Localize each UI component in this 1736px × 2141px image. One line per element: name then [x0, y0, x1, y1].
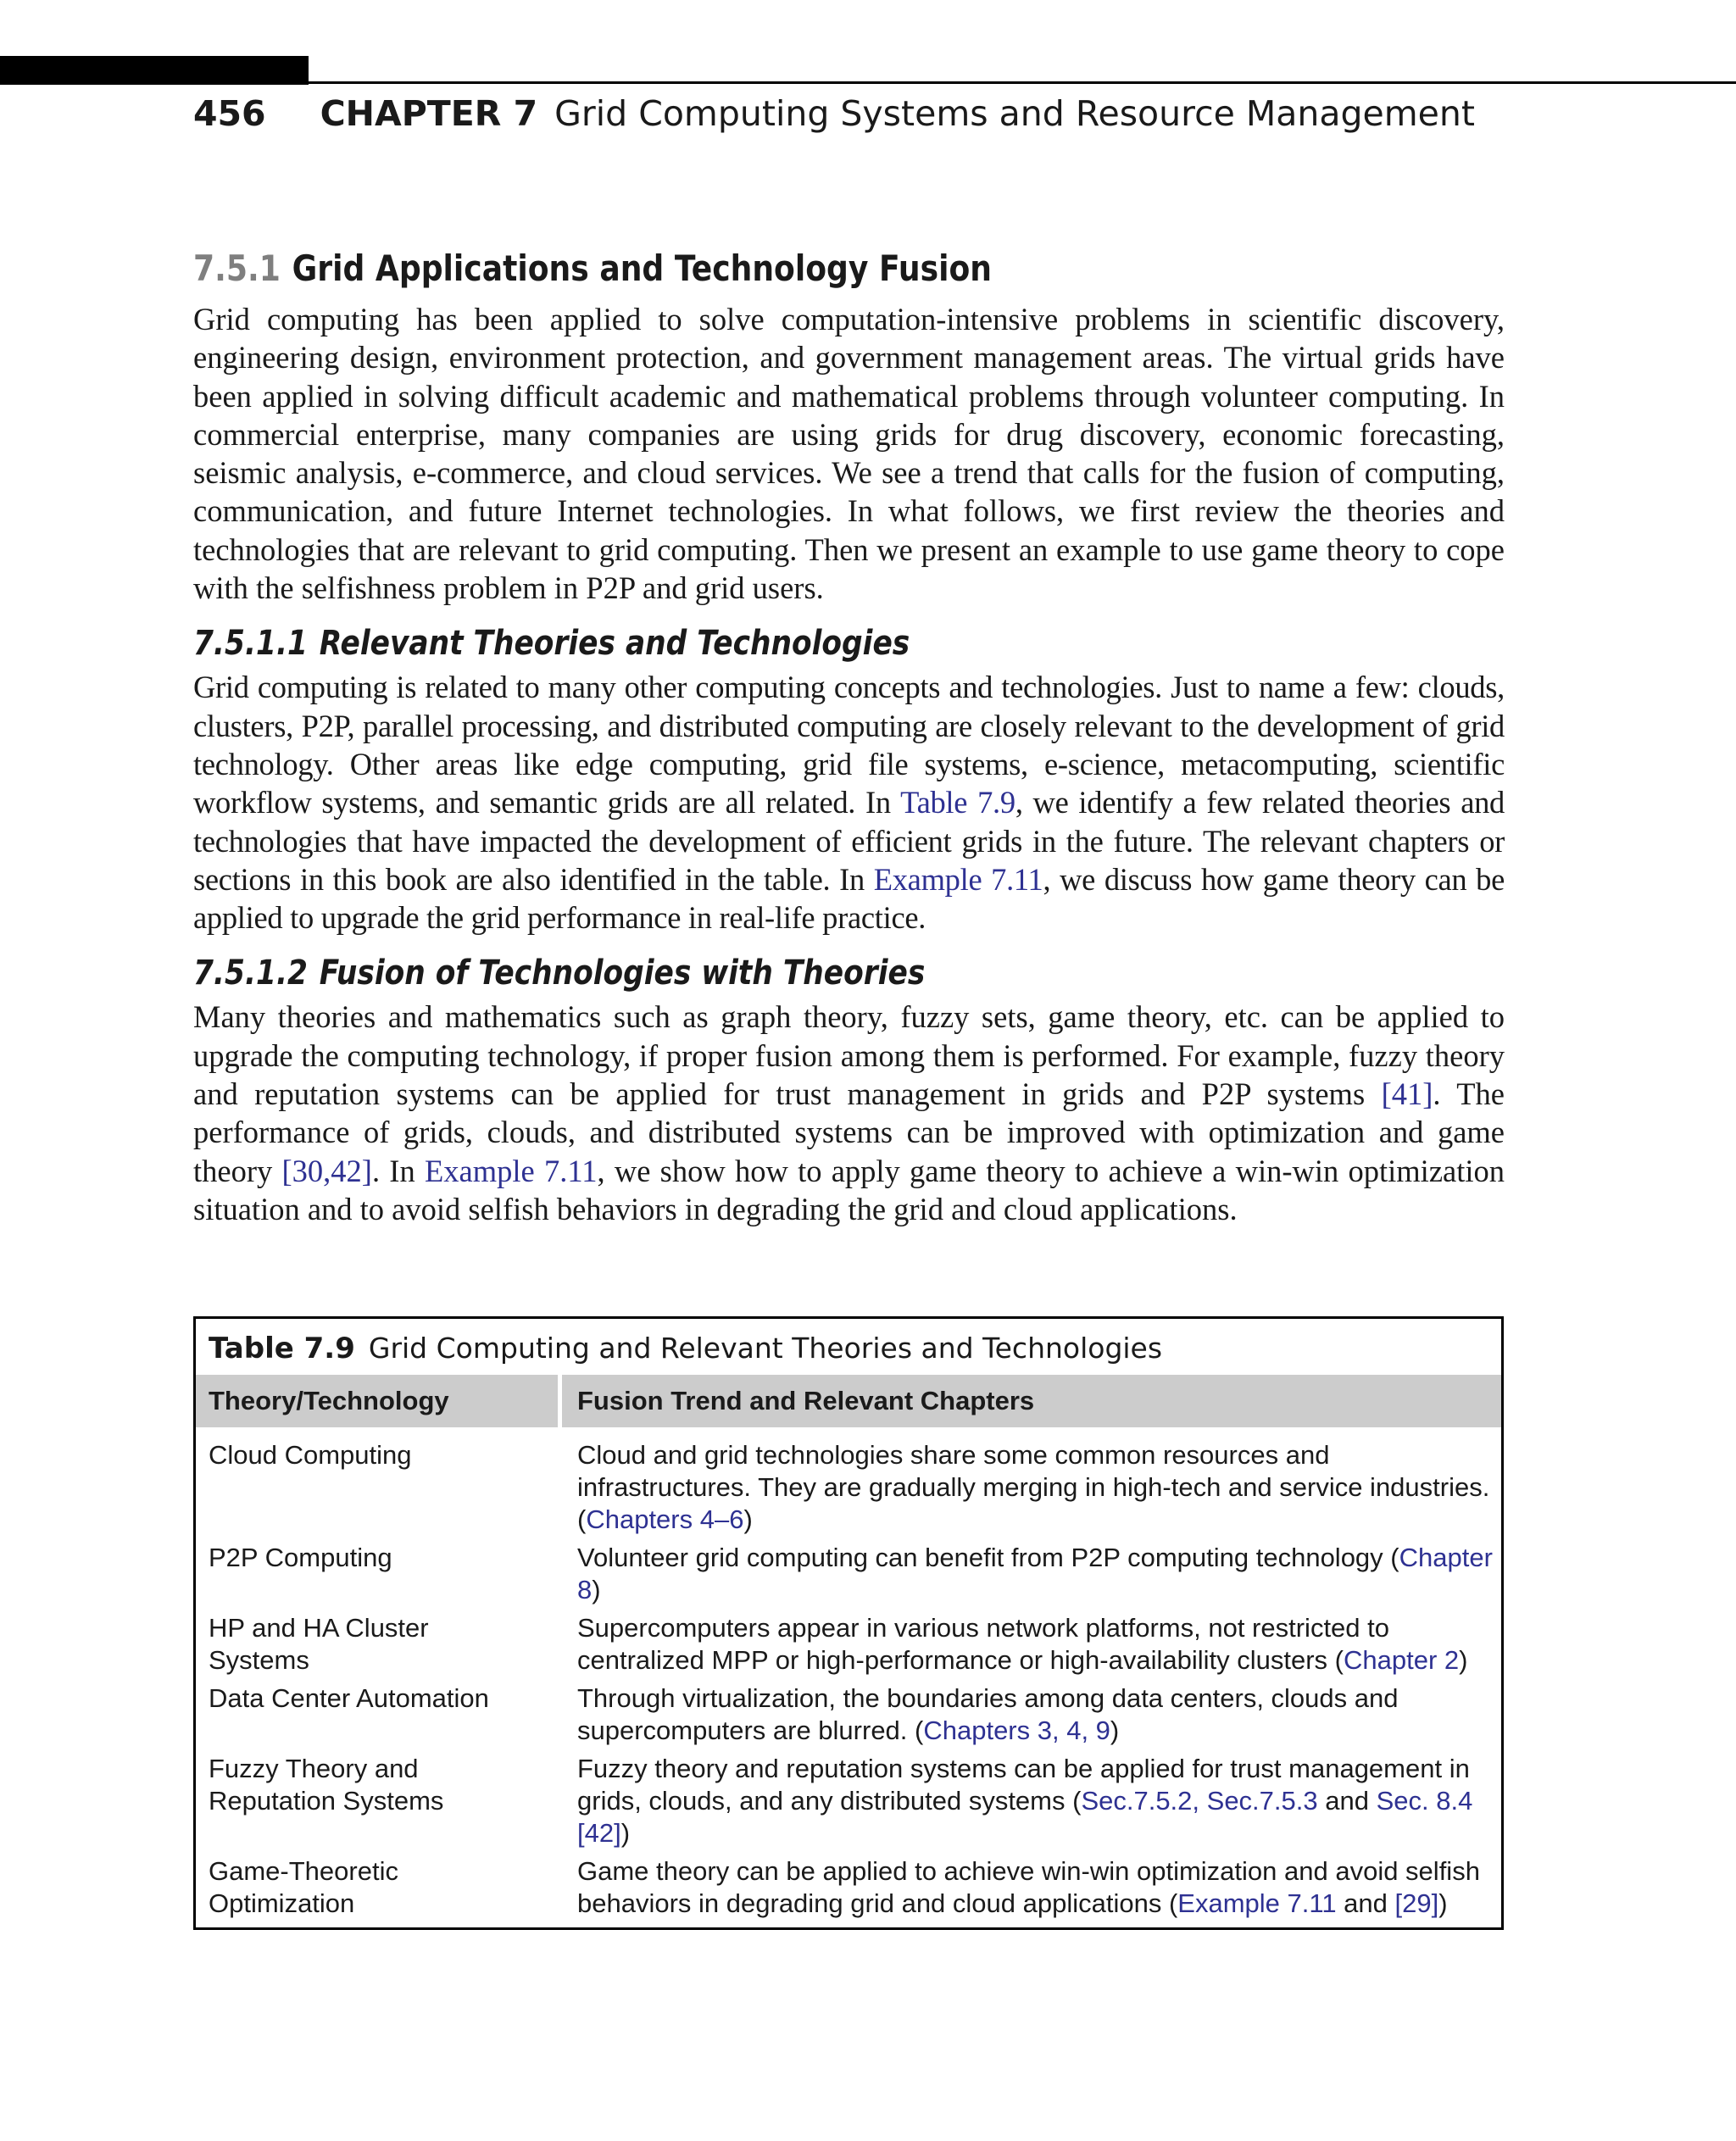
table-label: Table 7.9 [209, 1332, 355, 1365]
fusion-cell: Fuzzy theory and reputation systems can be applied for trust management in grids, clouds, and any distributed systems (Sec.7.5.2, Sec.7.5.3 and Sec. 8.4 [42]) [577, 1754, 1473, 1848]
fusion-cell: Volunteer grid computing can benefit from P2P computing technology (Chapter 8) [577, 1543, 1493, 1604]
theory-cell: Cloud Computing [209, 1440, 412, 1470]
link-table-7-9[interactable]: Table 7.9 [900, 785, 1015, 820]
chapter-link[interactable]: Chapters 3, 4, 9 [923, 1716, 1110, 1745]
table-row [196, 1753, 1501, 1849]
table-7-9 [193, 1316, 1504, 1930]
header-bar [0, 56, 309, 85]
fusion-cell: Cloud and grid technologies share some common resources and infrastructures. They are gradually merging in high-tech and service industries. (Chapters 4–6) [577, 1440, 1490, 1534]
ref-41-link[interactable]: [41] [1381, 1076, 1433, 1112]
theory-cell: P2P Computing [209, 1543, 392, 1572]
main-content [193, 244, 1505, 1242]
link-example-7-11[interactable]: Example 7.11 [424, 1153, 598, 1188]
column-header-fusion: Fusion Trend and Relevant Chapters [562, 1375, 1501, 1427]
table-row [196, 1682, 1501, 1747]
table-caption [196, 1319, 1501, 1375]
subsection-number-1: 7.5.1.1 [193, 624, 308, 664]
table-row [196, 1855, 1501, 1920]
chapter-link[interactable]: Chapter 8 [577, 1543, 1493, 1604]
link-example-7-11[interactable]: Example 7.11 [1177, 1888, 1337, 1918]
section-link[interactable]: Sec. 8.4 [1376, 1786, 1473, 1816]
subsection-heading-1 [193, 620, 1321, 666]
chapter-title: Grid Computing Systems and Resource Management [554, 93, 1475, 134]
subsection-number-2: 7.5.1.2 [193, 954, 308, 993]
subsection-title-1: Relevant Theories and Technologies [319, 624, 910, 664]
chapter-link[interactable]: Chapters 4–6 [586, 1504, 744, 1534]
table-header-row [196, 1375, 1501, 1427]
subsection-paragraph-2: Many theories and mathematics such as graph theory, fuzzy sets, game theory, etc. can be applied to upgrade the computing technology, if proper fusion among them is performed. For example, fuzzy theory and reputation systems can be applied for trust management in grids and P2P systems [41]. The performance of grids, clouds, and distributed systems can be improved with optimization and game theory [30,42]. In Example 7.11, we show how to apply game theory to achieve a win-win optimization situation and to avoid selfish behaviors in degrading the grid and cloud applications. [193, 999, 1505, 1226]
subsection-heading-2 [193, 950, 1321, 996]
theory-cell: Data Center Automation [209, 1683, 489, 1713]
theory-cell: HP and HA Cluster Systems [209, 1613, 429, 1675]
table-row [196, 1439, 1501, 1536]
ref-42-link[interactable]: [42] [577, 1818, 621, 1848]
fusion-cell: Game theory can be applied to achieve win-win optimization and avoid selfish behaviors in degrading grid and cloud applications (Example 7.11 and [29]) [577, 1856, 1480, 1918]
section-paragraph: Grid computing has been applied to solve computation-intensive problems in scientific discovery, engineering design, environment protection, and government management areas. The virtual grids have been applied in solving difficult academic and mathematical problems through volunteer computing. In commercial enterprise, many companies are using grids for drug discovery, economic forecasting, seismic analysis, e-commerce, and cloud services. We see a trend that calls for the fusion of computing, communication, and future Internet technologies. In what follows, we first review the theories and technologies that are relevant to grid computing. Then we present an example to use game theory to cope with the selfishness problem in P2P and grid users. [193, 302, 1505, 606]
running-head [193, 93, 1475, 144]
link-example-7-11[interactable]: Example 7.11 [873, 861, 1043, 897]
ref-30-42-link[interactable]: [30,42] [281, 1153, 372, 1188]
chapter-label: CHAPTER 7 [320, 93, 538, 134]
subsection-title-2: Fusion of Technologies with Theories [319, 954, 926, 993]
ref-29-link[interactable]: [29] [1394, 1888, 1439, 1918]
theory-cell: Fuzzy Theory and Reputation Systems [209, 1754, 444, 1816]
fusion-cell: Through virtualization, the boundaries among data centers, clouds and supercomputers are blurred. (Chapters 3, 4, 9) [577, 1683, 1399, 1745]
section-title: Grid Applications and Technology Fusion [292, 247, 993, 289]
table-row [196, 1542, 1501, 1606]
table-body [196, 1427, 1501, 1920]
table-title: Grid Computing and Relevant Theories and Technologies [368, 1332, 1163, 1365]
chapter-link[interactable]: Chapter 2 [1343, 1645, 1460, 1675]
table-row [196, 1612, 1501, 1677]
section-heading [193, 244, 1321, 293]
section-number: 7.5.1 [193, 247, 281, 289]
subsection-paragraph-1: Grid computing is related to many other computing concepts and technologies. Just to name a few: clouds, clusters, P2P, parallel processing, and distributed computing are closely relevant to the development of grid technology. Other areas like edge computing, grid file systems, e-science, metacomputing, scientific workflow systems, and semantic grids are all related. In Table 7.9, we identify a few related theories and technologies that have impacted the development of efficient grids in the future. The relevant chapters or sections in this book are also identified in the table. In Example 7.11, we discuss how game theory can be applied to upgrade the grid performance in real-life practice. [193, 670, 1505, 936]
page-number: 456 [193, 93, 266, 134]
column-header-theory: Theory/Technology [196, 1375, 558, 1427]
theory-cell: Game-Theoretic Optimization [209, 1856, 398, 1918]
fusion-cell: Supercomputers appear in various network platforms, not restricted to centralized MPP or high-performance or high-availability clusters (Chapter 2) [577, 1613, 1468, 1675]
header-rule [309, 81, 1736, 84]
section-link[interactable]: Sec.7.5.2, Sec.7.5.3 [1081, 1786, 1318, 1816]
